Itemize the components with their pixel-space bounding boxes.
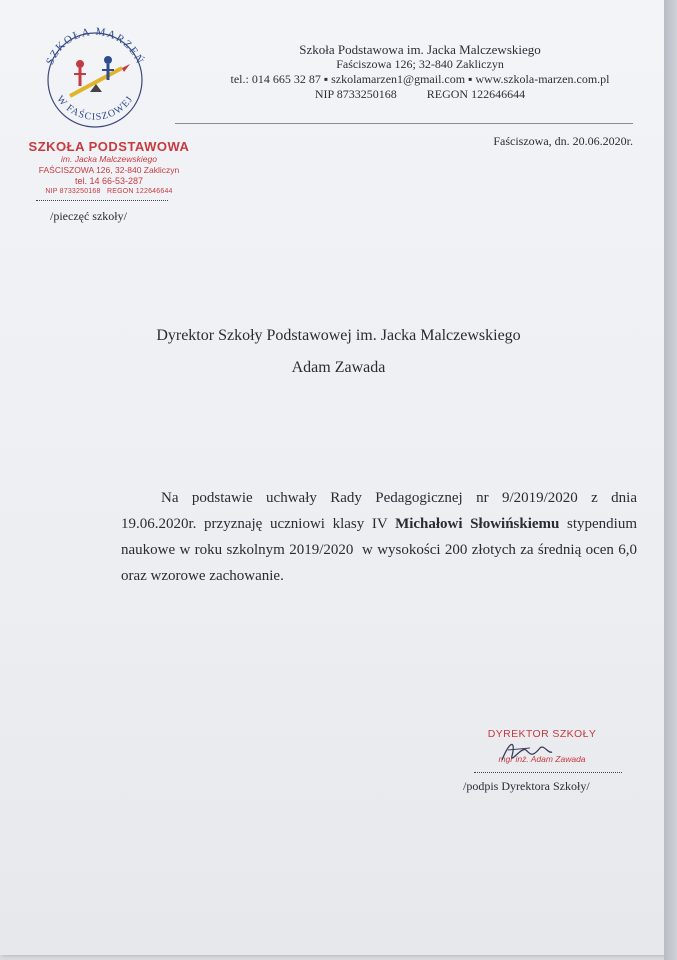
school-logo [30, 18, 160, 128]
school-stamp [24, 140, 194, 196]
stamp-line-4: tel. 14 66-53-287 [74, 176, 144, 186]
director-stamp-title: DYREKTOR SZKOŁY [487, 728, 597, 740]
recipient-title: Dyrektor Szkoły Podstawowej im. Jacka Malczewskiego [156, 327, 521, 344]
recipient-name: Adam Zawada [291, 359, 386, 376]
logo-text-top: SZKOŁA MARZEŃ [44, 25, 146, 67]
stamp-line-5: NIP 8733250168 REGON 122646644 [45, 188, 173, 195]
date-line: Faściszowa, dn. 20.06.2020r. [493, 134, 633, 148]
paper-edge [664, 0, 677, 960]
body-paragraph [121, 485, 641, 589]
signature-dotted-line [474, 772, 622, 773]
stamp-line-2: im. Jacka Malczewskiego [61, 154, 157, 164]
school-name: Szkoła Podstawowa im. Jacka Malczewskiego [299, 42, 541, 57]
director-stamp-name: mgr inż. Adam Zawada [498, 754, 586, 764]
school-address: Faściszowa 126; 32-840 Zakliczyn [336, 57, 504, 71]
body-part-2: stypendium naukowe w roku szkolnym 2019/2020 w wysokości 200 złotych za średnią ocen 6,0 oraz wzorowe zachowanie. [121, 516, 641, 584]
stamp-line-3: FAŚCISZOWA 126, 32-840 Zakliczyn [38, 165, 180, 175]
header-divider [175, 123, 633, 124]
recipient-block [0, 320, 677, 384]
stamp-dotted-line [36, 200, 168, 201]
school-ids: NIP 8733250168 REGON 122646644 [314, 87, 526, 101]
logo-text-bottom: W FAŚCISZOWEJ [54, 93, 136, 123]
handwritten-signature [496, 736, 556, 768]
signature-caption: /podpis Dyrektora Szkoły/ [463, 779, 590, 793]
stamp-line-1: SZKOŁA PODSTAWOWA [28, 139, 190, 154]
svg-text:SZKOŁA MARZEŃ [44, 26, 146, 67]
letterhead [175, 42, 665, 102]
school-contact: tel.: 014 665 32 87 ▪ szkolamarzen1@gmail.com ▪ www.szkola-marzen.com.pl [230, 72, 610, 86]
svg-text:W FAŚCISZOWEJ [54, 94, 135, 123]
stamp-caption: /pieczęć szkoły/ [50, 209, 127, 223]
student-name: Michałowi Słowińskiemu [395, 516, 560, 532]
letter-body [121, 485, 641, 589]
body-part-1: Na podstawie uchwały Rady Pedagogicznej nr 9/2019/2020 z dnia 19.06.2020r. przyznaję uczniowi klasy IV [121, 490, 637, 532]
